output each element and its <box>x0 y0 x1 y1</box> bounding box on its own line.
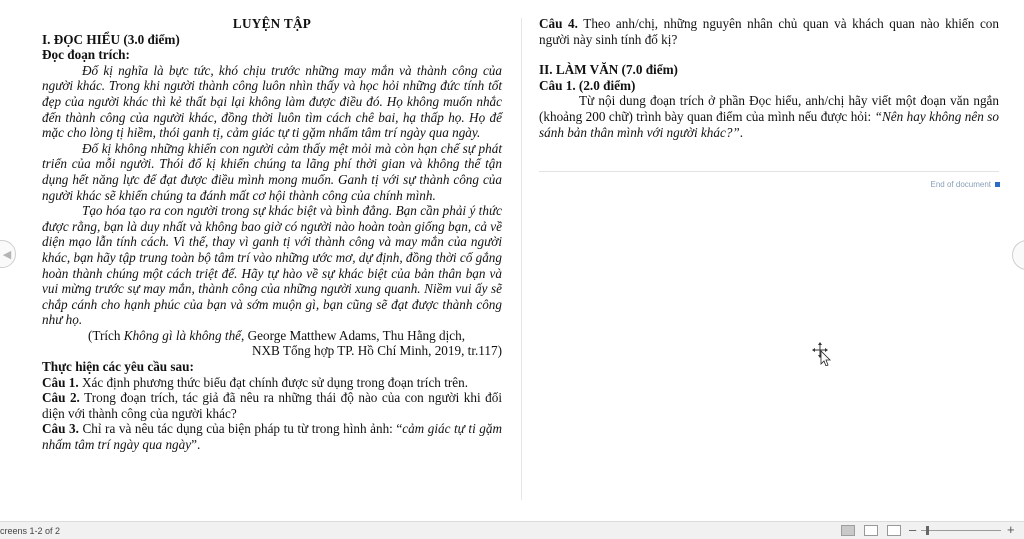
read-mode-view-button[interactable] <box>841 525 855 536</box>
page-title: LUYỆN TẬP <box>232 16 312 31</box>
print-layout-view-button[interactable] <box>864 525 878 536</box>
spacer <box>539 47 999 62</box>
zoom-in-button[interactable]: + <box>1007 522 1015 537</box>
writing-question-1-label: Câu 1. (2.0 điểm) <box>539 77 636 93</box>
right-column <box>539 16 999 140</box>
excerpt-paragraph-1: Đố kị nghĩa là bực tức, khó chịu trước những may mắn và thành công của người khác. Trong khi người thành công luôn nhìn thấy và học hỏi những đức tính tốt đẹp của người khác thì kẻ thất bại lại không làm được điều đó. Họ không muốn nhắc đến thành công của người khác, đồng thời luôn tìm cách chê bai, hạ thấp họ. Họ để mặc cho lòng tị hiềm, thói ganh tị, cảm giác tự ti gặm nhấm tâm trí ngày qua ngày. <box>42 62 502 141</box>
source-citation: (Trích Không gì là không thể, George Matthew Adams, Thu Hằng dịch, <box>88 327 466 343</box>
question-4: Câu 4. Theo anh/chị, những nguyên nhân chủ quan và khách quan nào khiến con người này sinh tính đố kị? <box>539 16 999 47</box>
end-of-document-marker: End of document <box>880 180 1000 189</box>
end-of-document-rule <box>539 171 999 172</box>
source-citation-line-2: NXB Tổng hợp TP. Hồ Chí Minh, 2019, tr.117) <box>252 343 502 359</box>
section-reading-heading: I. ĐỌC HIỂU (3.0 điểm) <box>42 31 180 47</box>
excerpt-label: Đọc đoạn trích: <box>42 47 130 63</box>
question-1: Câu 1. Xác định phương thức biểu đạt chính được sử dụng trong đoạn trích trên. <box>42 374 469 390</box>
excerpt-paragraph-3: Tạo hóa tạo ra con người trong sự khác biệt và bình đẳng. Bạn cần phải ý thức được rằng, bạn là duy nhất và không bao giờ có người nào hoàn toàn giống bạn, cả về diện mạo lẫn tính cách. Vì thế, thay vì ganh tị với thành công và may mắn của người khác, bạn hãy tập trung toàn bộ tâm trí vào những ước mơ, dự định, đồng thời cố gắng hoàn thành chúng một cách triệt để. Hãy tự hào về sự khác biệt của bản thân bạn và vui mừng trước sự may mắn, thành công của những người xung quanh. Niềm vui ấy sẽ chắp cánh cho hạnh phúc của bạn và sớm muộn gì, bạn cũng sẽ đạt được thành công như họ. <box>42 203 502 328</box>
status-bar <box>0 521 1024 539</box>
screens-indicator: creens 1-2 of 2 <box>0 526 61 536</box>
column-divider <box>521 18 522 500</box>
question-2: Câu 2. Trong đoạn trích, tác giả đã nêu ra những thái độ nào của con người khi đối diện với thành công của người khác? <box>42 390 502 421</box>
question-3: Câu 3. Chỉ ra và nêu tác dụng của biện pháp tu từ trong hình ảnh: “cảm giác tự ti gặm nhấm tâm trí ngày qua ngày”. <box>42 421 503 453</box>
zoom-out-button[interactable]: – <box>909 522 917 537</box>
web-layout-view-button[interactable] <box>887 525 901 536</box>
previous-screen-button[interactable] <box>0 240 16 268</box>
chevron-left-icon: ◀ <box>2 247 12 261</box>
next-screen-button[interactable] <box>1012 240 1024 270</box>
zoom-slider-track[interactable] <box>921 530 1001 531</box>
move-cursor-icon <box>812 342 832 366</box>
section-writing-heading: II. LÀM VĂN (7.0 điểm) <box>539 62 678 78</box>
end-marker-square-icon <box>995 182 1000 187</box>
zoom-slider-thumb[interactable] <box>926 526 929 535</box>
writing-question-1: Từ nội dung đoạn trích ở phần Đọc hiểu, anh/chị hãy viết một đoạn văn ngắn (khoảng 200 chữ) trình bày quan điểm của mình nếu được hỏi: “Nên hay không nên so sánh bản thân mình với người khác?”. <box>539 93 999 140</box>
excerpt-paragraph-2: Đố kị không những khiến con người cảm thấy mệt mỏi mà còn hạn chế sự phát triển của mỗi người. Thói đố kị khiến chúng ta lãng phí thời gian và không thể tận dụng hết năng lực để đạt được điều mình mong muốn. Ganh tị với sự thành công của người khác sẽ khiến chúng ta đánh mất cơ hội thành công của chính mình. <box>42 140 502 203</box>
left-column <box>42 16 502 453</box>
tasks-heading: Thực hiện các yêu cầu sau: <box>42 359 194 375</box>
